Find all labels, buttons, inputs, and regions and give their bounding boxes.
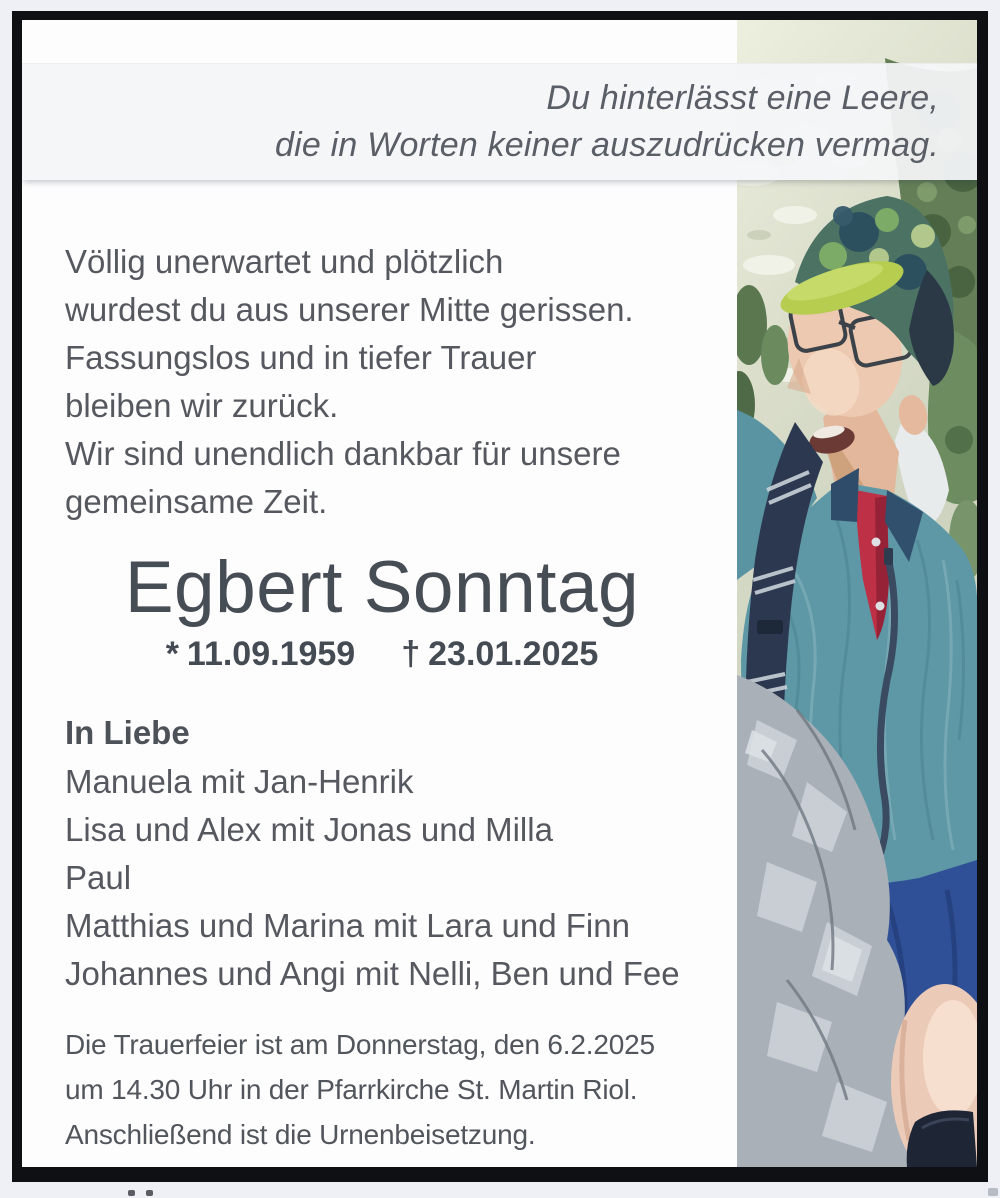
deceased-name: Egbert Sonntag	[124, 547, 640, 628]
obituary-card	[22, 20, 977, 1167]
edge-artifact	[128, 1190, 135, 1196]
life-dates	[52, 632, 712, 676]
service-line: Anschließend ist die Urnenbeisetzung.	[65, 1119, 536, 1150]
obituary-card-frame	[12, 11, 988, 1182]
quote-line-1: Du hinterlässt eine Leere,	[546, 78, 939, 117]
intro-line: Völlig unerwartet und plötzlich	[65, 243, 504, 280]
family-member: Paul	[65, 859, 132, 896]
intro-line: gemeinsame Zeit.	[65, 483, 328, 520]
intro-line: Wir sind unendlich dankbar für unsere	[65, 435, 621, 472]
death-date-value: 23.01.2025	[428, 635, 599, 673]
family-list	[65, 708, 755, 998]
portrait-photo	[737, 20, 977, 1167]
intro-line: bleiben wir zurück.	[65, 387, 339, 424]
service-info	[65, 1022, 745, 1157]
quote-line-2: die in Worten keiner auszudrücken vermag.	[275, 125, 939, 164]
family-member: Manuela mit Jan-Henrik	[65, 763, 414, 800]
quote-band	[22, 63, 977, 180]
portrait-photo-art	[737, 20, 977, 1167]
service-line: Die Trauerfeier ist am Donnerstag, den 6.2.2025	[65, 1029, 655, 1060]
birth-star-symbol: *	[165, 635, 179, 673]
family-member: Johannes und Angi mit Nelli, Ben und Fee	[65, 955, 680, 992]
birth-date	[166, 635, 356, 673]
intro-text	[65, 238, 745, 526]
death-cross-symbol: †	[401, 635, 421, 673]
death-date	[401, 635, 598, 673]
family-heading: In Liebe	[65, 714, 190, 751]
service-line: um 14.30 Uhr in der Pfarrkirche St. Martin Riol.	[65, 1074, 638, 1105]
edge-artifact	[988, 1188, 998, 1196]
family-member: Lisa und Alex mit Jonas und Milla	[65, 811, 553, 848]
intro-line: wurdest du aus unserer Mitte gerissen.	[65, 291, 634, 328]
birth-date-value: 11.09.1959	[186, 635, 356, 673]
edge-artifact	[146, 1190, 153, 1196]
family-member: Matthias und Marina mit Lara und Finn	[65, 907, 630, 944]
intro-line: Fassungslos und in tiefer Trauer	[65, 339, 537, 376]
